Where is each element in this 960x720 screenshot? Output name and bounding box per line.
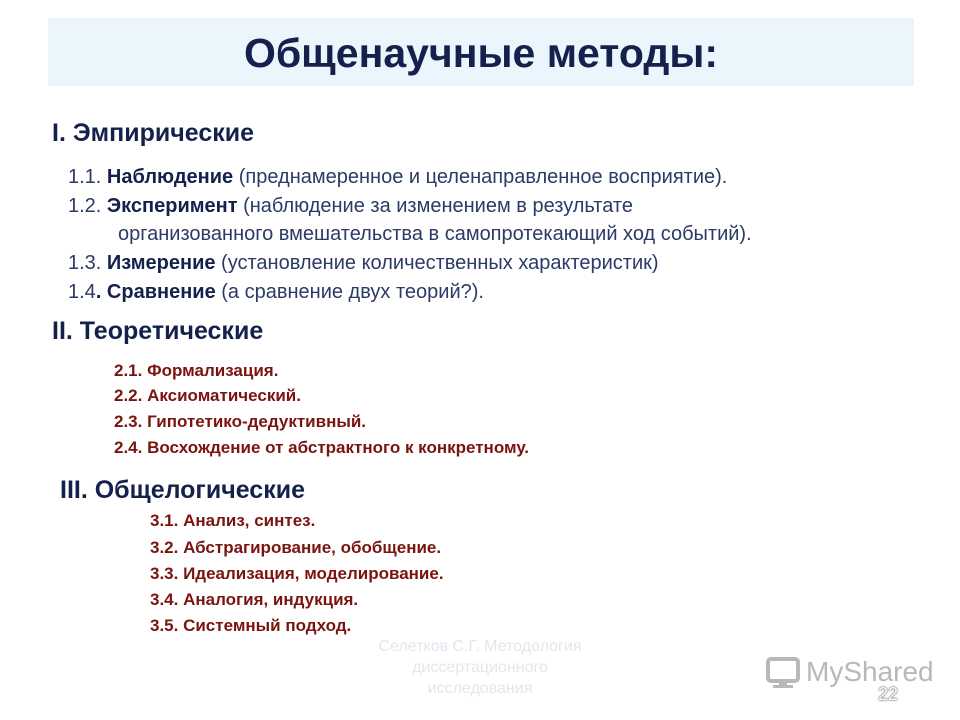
theoretical-item: 2.1. Формализация. <box>114 361 279 380</box>
section-empirical-heading: I. Эмпирические <box>52 119 255 147</box>
general-logical-item: 3.5. Системный подход. <box>150 616 352 635</box>
empirical-item-3 <box>68 252 659 275</box>
empirical-item-2-continuation: организованного вмешательства в самопротекающий ход событий). <box>118 223 752 245</box>
theoretical-item: 2.4. Восхождение от абстрактного к конкретному. <box>114 438 530 457</box>
general-logical-item: 3.3. Идеализация, моделирование. <box>150 564 444 583</box>
item-term: . Сравнение <box>95 281 216 303</box>
item-number: 1.3. <box>68 252 107 274</box>
item-term: Измерение <box>106 252 216 274</box>
empirical-item-2 <box>68 195 633 218</box>
myshared-logo: MyShared <box>806 656 934 687</box>
item-description: (а сравнение двух теорий?). <box>215 281 484 303</box>
watermark-line: исследования <box>427 680 533 697</box>
title-bar <box>48 18 914 86</box>
item-description: (наблюдение за изменением в результате <box>237 195 633 217</box>
monitor-icon <box>766 656 802 695</box>
item-description: (преднамеренное и целенаправленное восприятие). <box>233 166 728 188</box>
theoretical-item: 2.2. Аксиоматический. <box>114 386 301 405</box>
watermark-line: диссертационного <box>412 659 548 676</box>
general-logical-item: 3.1. Анализ, синтез. <box>150 511 316 530</box>
empirical-item-4 <box>68 281 484 304</box>
item-term: Эксперимент <box>106 195 238 217</box>
section-theoretical-heading: II. Теоретические <box>52 317 264 345</box>
item-number: 1.1. <box>68 166 107 188</box>
general-logical-item: 3.4. Аналогия, индукция. <box>150 590 359 609</box>
item-term: Наблюдение <box>106 166 234 188</box>
general-logical-item: 3.2. Абстрагирование, обобщение. <box>150 538 442 557</box>
section-general-logical-heading: III. Общелогические <box>60 476 305 504</box>
slide-title: Общенаучные методы: <box>243 30 719 76</box>
author-watermark <box>340 636 620 699</box>
empirical-item-1 <box>68 166 727 189</box>
item-number: 1.4 <box>68 281 96 303</box>
theoretical-item: 2.3. Гипотетико-дедуктивный. <box>114 412 367 431</box>
page-number: 22 <box>878 684 899 704</box>
item-number: 1.2. <box>68 195 107 217</box>
watermark-line: Селетков С.Г. Методология <box>378 638 582 655</box>
item-description: (установление количественных характеристик) <box>215 252 659 274</box>
